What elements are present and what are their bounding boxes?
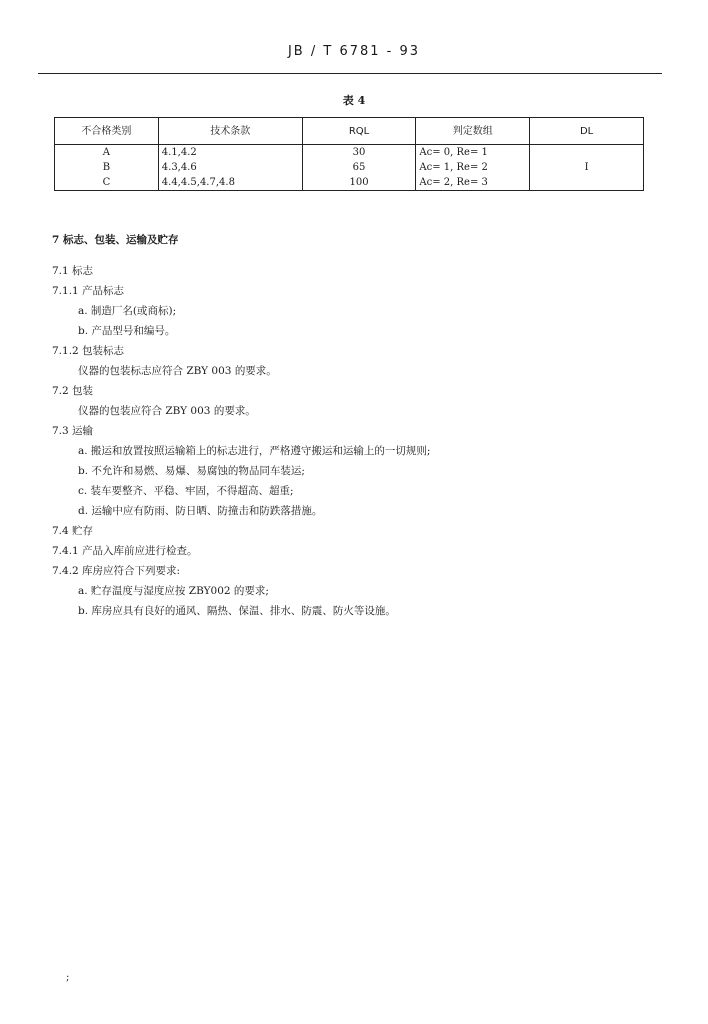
section-heading: 7 标志、包装、运输及贮存	[52, 234, 179, 246]
table-row	[55, 160, 644, 175]
clause-7-1-2: 7.1.2 包装标志	[52, 345, 125, 357]
paragraph: 仪器的包装应符合 ZBY 003 的要求。	[78, 405, 256, 417]
cell-dl: I	[530, 160, 644, 175]
cell-clause: 4.4,4.5,4.7,4.8	[158, 175, 302, 191]
header-rql: RQL	[302, 118, 416, 145]
list-item: d. 运输中应有防雨、防日晒、防撞击和防跌落措施。	[78, 505, 323, 517]
list-item: a. 贮存温度与湿度应按 ZBY002 的要求;	[78, 585, 269, 597]
header-technical-clause: 技术条款	[158, 118, 302, 145]
list-item: a. 制造厂名(或商标);	[78, 305, 177, 317]
clause-7-4-2: 7.4.2 库房应符合下列要求:	[52, 565, 181, 577]
table-row	[55, 175, 644, 191]
list-item: b. 产品型号和编号。	[78, 325, 176, 337]
header-rule	[38, 73, 662, 74]
cell-rql: 100	[302, 175, 416, 191]
header-nonconformity-class: 不合格类别	[55, 118, 159, 145]
footer-mark: ;	[66, 972, 70, 983]
cell-dl	[530, 145, 644, 161]
cell-class: B	[55, 160, 159, 175]
list-item: b. 不允许和易燃、易爆、易腐蚀的物品同车装运;	[78, 465, 305, 477]
list-item: b. 库房应具有良好的通风、隔热、保温、排水、防震、防火等设施。	[78, 605, 396, 617]
cell-clause: 4.1,4.2	[158, 145, 302, 161]
clause-7-4: 7.4 贮存	[52, 525, 94, 537]
header-dl: DL	[530, 118, 644, 145]
table-header-row	[55, 118, 644, 145]
paragraph: 仪器的包装标志应符合 ZBY 003 的要求。	[78, 365, 277, 377]
clause-7-4-1: 7.4.1 产品入库前应进行检查。	[52, 545, 198, 557]
cell-rql: 65	[302, 160, 416, 175]
cell-judgment: Ac= 0, Re= 1	[416, 145, 530, 161]
cell-class: A	[55, 145, 159, 161]
table-title: 表 4	[342, 94, 366, 107]
cell-judgment: Ac= 2, Re= 3	[416, 175, 530, 191]
clause-7-1-1: 7.1.1 产品标志	[52, 285, 125, 297]
sampling-table	[54, 117, 644, 191]
cell-dl	[530, 175, 644, 191]
cell-judgment: Ac= 1, Re= 2	[416, 160, 530, 175]
list-item: c. 装车要整齐、平稳、牢固，不得超高、超重;	[78, 485, 294, 497]
page-header: JB / T 6781 - 93	[287, 44, 421, 59]
cell-rql: 30	[302, 145, 416, 161]
clause-7-2: 7.2 包装	[52, 385, 94, 397]
clause-7-1: 7.1 标志	[52, 265, 94, 277]
header-judgment-array: 判定数组	[416, 118, 530, 145]
cell-clause: 4.3,4.6	[158, 160, 302, 175]
cell-class: C	[55, 175, 159, 191]
list-item: a. 搬运和放置按照运输箱上的标志进行，严格遵守搬运和运输上的一切规则;	[78, 445, 431, 457]
section-7	[52, 230, 652, 621]
clause-7-3: 7.3 运输	[52, 425, 94, 437]
table-row	[55, 145, 644, 161]
